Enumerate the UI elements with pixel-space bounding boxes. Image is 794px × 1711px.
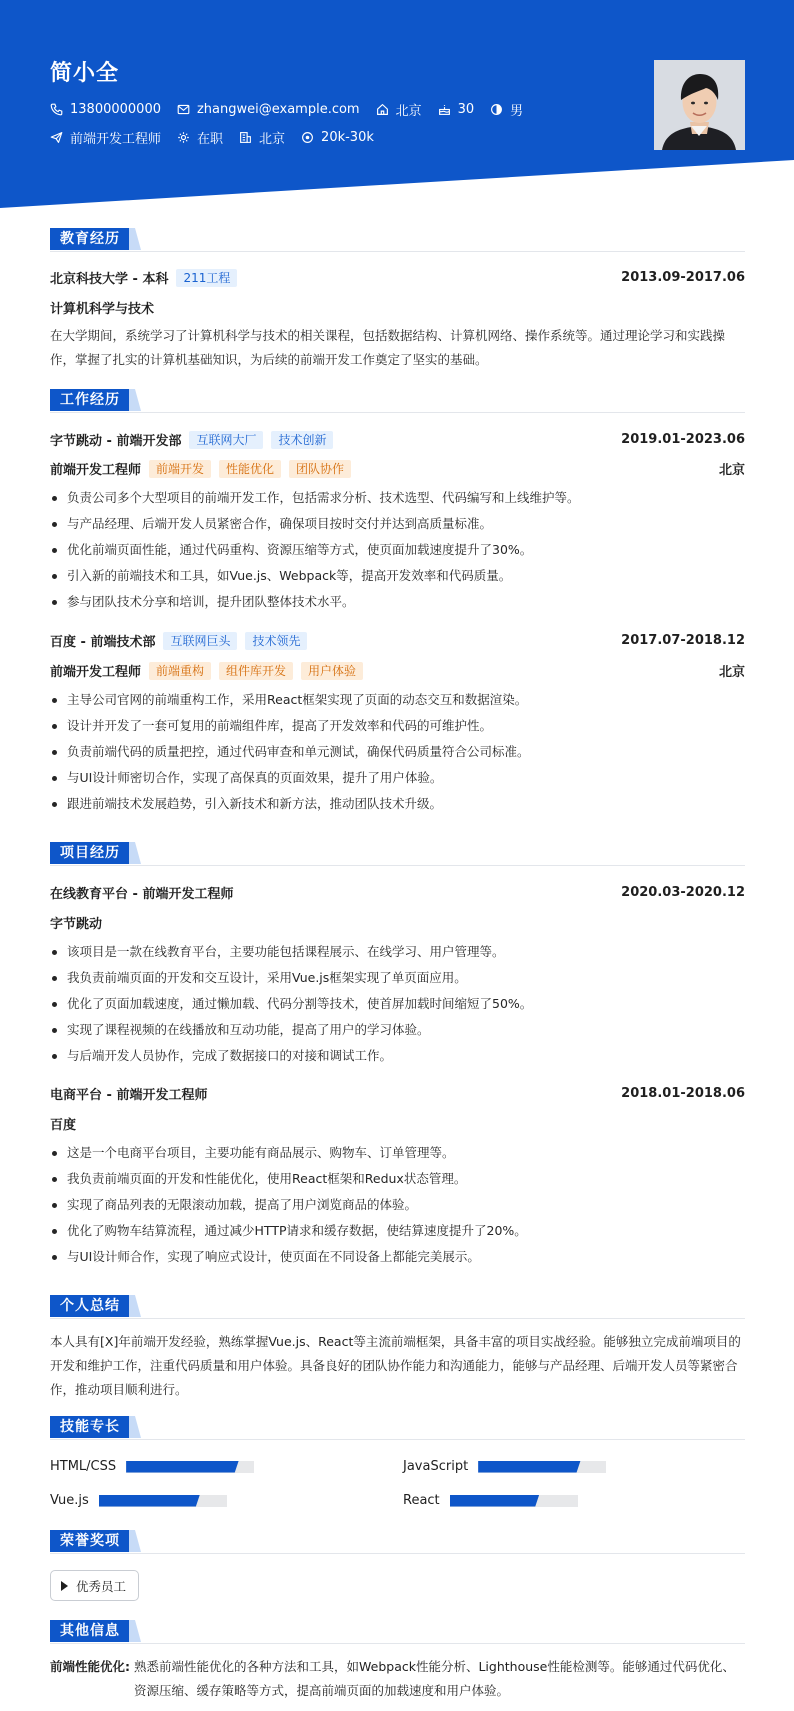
company-tag: 技术领先 <box>245 632 307 650</box>
skill-bar <box>478 1461 606 1473</box>
work-entry-header <box>50 631 745 650</box>
work-entry-header <box>50 430 745 449</box>
skill-item <box>403 1493 578 1508</box>
salary-item <box>301 130 374 145</box>
work-period: 2017.07-2018.12 <box>621 633 745 648</box>
target-city-item <box>239 128 285 147</box>
contact-row <box>50 100 539 119</box>
title-accent <box>129 228 143 250</box>
project-org: 百度 <box>50 1118 77 1133</box>
other-info-item <box>50 1655 745 1703</box>
status-item <box>177 128 223 147</box>
section-divider <box>50 1318 745 1319</box>
skill-bar <box>99 1495 227 1507</box>
section-divider <box>50 1439 745 1440</box>
role-item <box>50 128 161 147</box>
project-title: 电商平台 - 前端开发工程师 <box>50 1088 208 1103</box>
list-item: 负责公司多个大型项目的前端开发工作，包括需求分析、技术选型、代码编写和上线维护等。 <box>50 485 745 511</box>
company-name: 字节跳动 - 前端开发部 <box>50 434 182 449</box>
role-tag: 性能优化 <box>219 460 281 478</box>
other-info-text: 熟悉前端性能优化的各种方法和工具，如Webpack性能分析、Lighthouse性能检测等。能够通过代码优化、资源压缩、缓存策略等方式，提高前端页面的加载速度和用户体验。 <box>134 1659 735 1698</box>
award-badge <box>50 1570 139 1601</box>
list-item: 我负责前端页面的开发和性能优化，使用React框架和Redux状态管理。 <box>50 1166 745 1192</box>
title-accent <box>129 389 143 411</box>
cake-icon <box>438 103 451 116</box>
award-name: 优秀员工 <box>76 1578 127 1594</box>
list-item: 我负责前端页面的开发和交互设计，采用Vue.js框架实现了单页面应用。 <box>50 965 745 991</box>
skill-item <box>50 1493 227 1508</box>
list-item: 与UI设计师密切合作，实现了高保真的页面效果，提升了用户体验。 <box>50 765 745 791</box>
project-header <box>50 883 745 902</box>
email-text: zhangwei@example.com <box>196 102 360 117</box>
list-item: 参与团队技术分享和培训，提升团队整体技术水平。 <box>50 589 745 615</box>
candidate-name: 简小全 <box>50 61 120 86</box>
list-item: 实现了商品列表的无限滚动加载，提高了用户浏览商品的体验。 <box>50 1192 745 1218</box>
portrait-image <box>654 60 745 150</box>
section-title: 荣誉奖项 <box>50 1530 130 1552</box>
skill-name: React <box>403 1493 440 1508</box>
list-item: 与产品经理、后端开发人员紧密合作，确保项目按时交付并达到高质量标准。 <box>50 511 745 537</box>
list-item: 与UI设计师合作，实现了响应式设计，使页面在不同设备上都能完美展示。 <box>50 1244 745 1270</box>
job-title: 前端开发工程师 <box>50 463 142 478</box>
list-item: 主导公司官网的前端重构工作，采用React框架实现了页面的动态交互和数据渲染。 <box>50 687 745 713</box>
summary-text: 本人具有[X]年前端开发经验，熟练掌握Vue.js、React等主流前端框架，具备丰富的项目实战经验。能够独立完成前端项目的开发和维护工作，注重代码质量和用户体验。具备良好的团队协作能力和沟通能力，能够与产品经理、后端开发人员等紧密合作，推动项目顺利进行。 <box>50 1334 741 1397</box>
skill-item <box>50 1459 254 1474</box>
coin-icon <box>301 131 314 144</box>
title-accent <box>129 1416 143 1438</box>
list-item: 实现了课程视频的在线播放和互动功能，提高了用户的学习体验。 <box>50 1017 745 1043</box>
city-item <box>376 100 422 119</box>
education-description: 在大学期间，系统学习了计算机科学与技术的相关课程，包括数据结构、计算机网络、操作系统等。通过理论学习和实践操作，掌握了扎实的计算机基础知识，为后续的前端开发工作奠定了坚实的基础。 <box>50 328 726 367</box>
project-org-row <box>50 1114 745 1133</box>
gender-icon <box>490 103 503 116</box>
gender-text: 男 <box>510 104 524 119</box>
company-tag: 互联网巨头 <box>163 632 237 650</box>
phone-item <box>50 102 161 117</box>
skill-bar <box>450 1495 578 1507</box>
target-city-text: 北京 <box>259 132 286 147</box>
status-text: 在职 <box>197 132 224 147</box>
major-row <box>50 298 745 317</box>
education-header-row <box>50 268 745 287</box>
section-title: 个人总结 <box>50 1295 130 1317</box>
gear-icon <box>177 131 190 144</box>
title-accent <box>129 1530 143 1552</box>
section-title: 其他信息 <box>50 1620 130 1642</box>
role-tag: 前端开发 <box>149 460 211 478</box>
phone-icon <box>50 103 63 116</box>
list-item: 设计并开发了一套可复用的前端组件库，提高了开发效率和代码的可维护性。 <box>50 713 745 739</box>
skill-name: HTML/CSS <box>50 1459 117 1474</box>
skill-bar-fill <box>99 1495 200 1507</box>
skill-item <box>403 1459 606 1474</box>
city-text: 北京 <box>395 104 422 119</box>
role-text: 前端开发工程师 <box>70 132 162 147</box>
list-item: 引入新的前端技术和工具，如Vue.js、Webpack等，提高开发效率和代码质量。 <box>50 563 745 589</box>
age-text: 30 <box>457 102 475 117</box>
list-item: 这是一个电商平台项目，主要功能有商品展示、购物车、订单管理等。 <box>50 1140 745 1166</box>
section-title: 技能专长 <box>50 1416 130 1438</box>
skill-bar <box>126 1461 254 1473</box>
work-period: 2019.01-2023.06 <box>621 432 745 447</box>
project-org-row <box>50 913 745 932</box>
section-divider <box>50 412 745 413</box>
title-accent <box>129 842 143 864</box>
project-title: 在线教育平台 - 前端开发工程师 <box>50 887 234 902</box>
project-header <box>50 1084 745 1103</box>
gender-item <box>490 100 523 119</box>
play-triangle-icon <box>61 1581 68 1591</box>
work-city: 北京 <box>718 463 745 478</box>
list-item: 跟进前端技术发展趋势，引入新技术和新方法，推动团队技术升级。 <box>50 791 745 817</box>
skill-bar-fill <box>450 1495 540 1507</box>
resume-header <box>0 0 794 210</box>
project-org: 字节跳动 <box>50 917 103 932</box>
major-name: 计算机科学与技术 <box>50 302 155 317</box>
work-bullets <box>50 687 745 817</box>
building-icon <box>239 131 252 144</box>
send-icon <box>50 131 63 144</box>
work-role-row <box>50 661 745 680</box>
salary-text: 20k-30k <box>321 130 374 145</box>
project-bullets <box>50 1140 745 1270</box>
section-title: 项目经历 <box>50 842 130 864</box>
email-icon <box>177 103 190 116</box>
section-divider <box>50 251 745 252</box>
company-tag: 互联网大厂 <box>189 431 263 449</box>
work-bullets <box>50 485 745 615</box>
role-tag: 前端重构 <box>149 662 211 680</box>
section-title: 工作经历 <box>50 389 130 411</box>
role-tag: 组件库开发 <box>219 662 293 680</box>
title-accent <box>129 1295 143 1317</box>
skill-bar-fill <box>126 1461 239 1473</box>
list-item: 该项目是一款在线教育平台，主要功能包括课程展示、在线学习、用户管理等。 <box>50 939 745 965</box>
project-period: 2018.01-2018.06 <box>621 1086 745 1101</box>
section-divider <box>50 1553 745 1554</box>
home-icon <box>376 103 389 116</box>
list-item: 与后端开发人员协作，完成了数据接口的对接和调试工作。 <box>50 1043 745 1069</box>
phone-text: 13800000000 <box>70 102 161 117</box>
project-period: 2020.03-2020.12 <box>621 885 745 900</box>
education-period: 2013.09-2017.06 <box>621 270 745 285</box>
school-name: 北京科技大学 - 本科 <box>50 272 169 287</box>
list-item: 优化前端页面性能，通过代码重构、资源压缩等方式，使页面加载速度提升了30%。 <box>50 537 745 563</box>
project-bullets <box>50 939 745 1069</box>
list-item: 优化了购物车结算流程，通过减少HTTP请求和缓存数据，使结算速度提升了20%。 <box>50 1218 745 1244</box>
company-name: 百度 - 前端技术部 <box>50 635 156 650</box>
age-item <box>438 102 475 117</box>
school-tag: 211工程 <box>176 269 237 287</box>
role-tag: 用户体验 <box>301 662 363 680</box>
work-role-row <box>50 459 745 478</box>
other-info-label: 前端性能优化: <box>50 1659 130 1674</box>
email-item <box>177 102 360 117</box>
title-accent <box>129 1620 143 1642</box>
section-title: 教育经历 <box>50 228 130 250</box>
skill-name: JavaScript <box>403 1459 469 1474</box>
job-title: 前端开发工程师 <box>50 665 142 680</box>
avatar <box>654 60 745 150</box>
work-city: 北京 <box>718 665 745 680</box>
company-tag: 技术创新 <box>271 431 333 449</box>
section-divider <box>50 865 745 866</box>
list-item: 负责前端代码的质量把控，通过代码审查和单元测试，确保代码质量符合公司标准。 <box>50 739 745 765</box>
job-intent-row <box>50 128 390 147</box>
section-divider <box>50 1643 745 1644</box>
list-item: 优化了页面加载速度，通过懒加载、代码分割等技术，使首屏加载时间缩短了50%。 <box>50 991 745 1017</box>
skill-name: Vue.js <box>50 1493 89 1508</box>
role-tag: 团队协作 <box>289 460 351 478</box>
skill-bar-fill <box>478 1461 580 1473</box>
